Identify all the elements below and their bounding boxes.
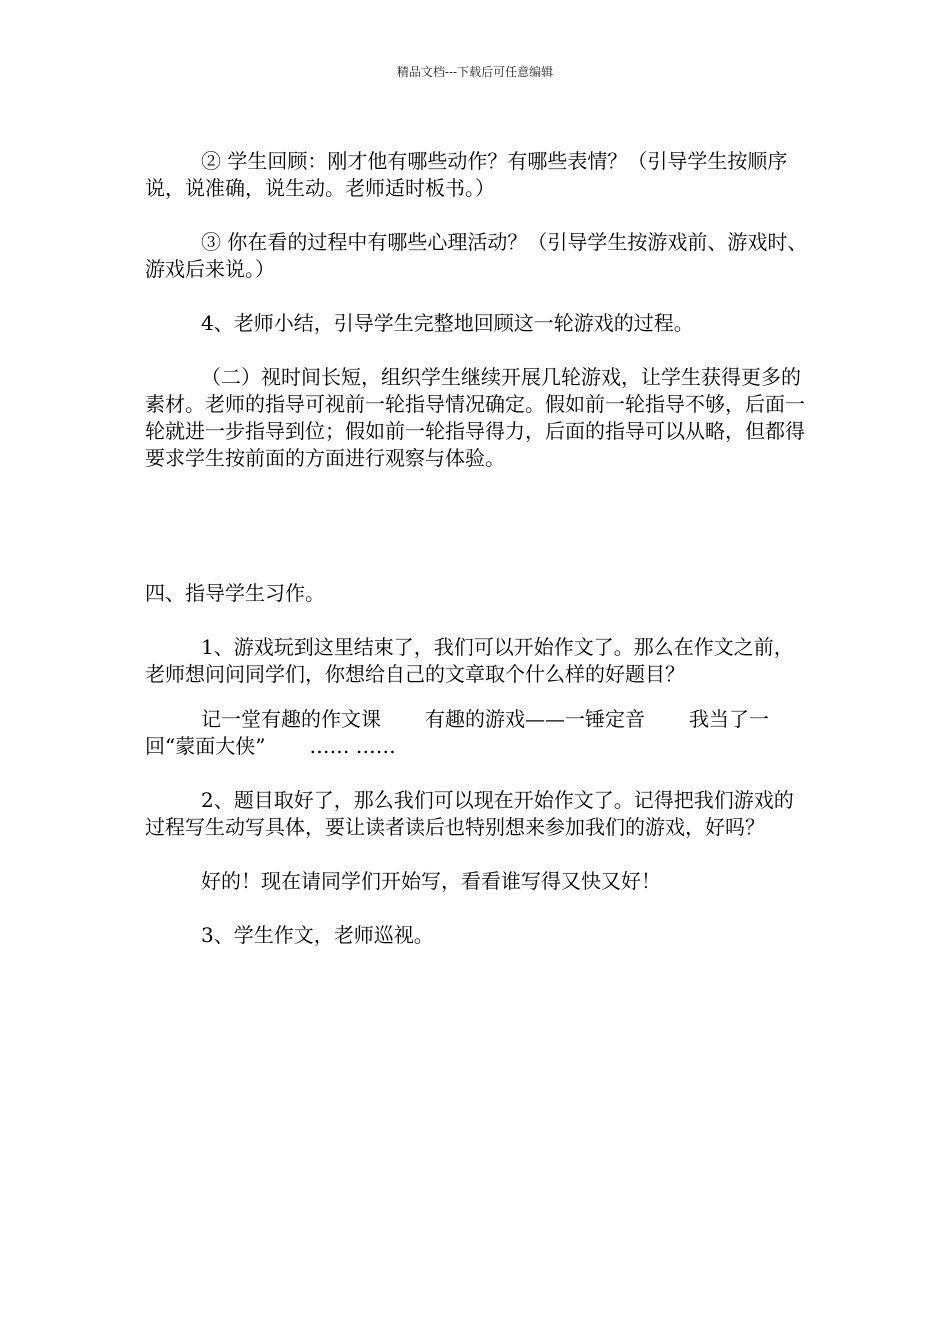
title-example-1: 记一堂有趣的作文课	[201, 707, 381, 731]
title-example-3: 我当了一回“蒙面大侠”	[145, 707, 769, 758]
title-examples	[145, 706, 813, 760]
section-heading: 四、指导学生习作。	[145, 581, 325, 605]
paragraph-encourage: 好的！现在请同学们开始写，看看谁写得又快又好！	[201, 869, 661, 893]
page-header: 精品文档---下载后可任意编辑	[396, 65, 554, 79]
paragraph-more-rounds: （二）视时间长短，组织学生继续开展几轮游戏，让学生获得更多的素材。老师的指导可视前一轮指导情况确定。假如前一轮指导不够，后面一轮就进一步指导到位；假如前一轮指导得力，后面的指导可以从略，但都得要求学生按前面的方面进行观察与体验。	[145, 365, 805, 470]
paragraph-teacher-summary: 4、老师小结，引导学生完整地回顾这一轮游戏的过程。	[201, 311, 694, 335]
paragraph-students-write: 3、学生作文，老师巡视。	[201, 923, 434, 947]
paragraph-student-review: ② 学生回顾：刚才他有哪些动作？有哪些表情？（引导学生按顺序说，说准确，说生动。老师适时板书。）	[145, 149, 788, 200]
paragraph-start-writing: 2、题目取好了，那么我们可以现在开始作文了。记得把我们游戏的过程写生动写具体，要让读者读后也特别想来参加我们的游戏，好吗？	[145, 788, 794, 839]
title-ellipsis: …… ……	[309, 734, 396, 758]
paragraph-choose-title: 1、游戏玩到这里结束了，我们可以开始作文了。那么在作文之前，老师想问问同学们，你想给自己的文章取个什么样的好题目？	[145, 635, 794, 686]
paragraph-mental-activity: ③ 你在看的过程中有哪些心理活动？（引导学生按游戏前、游戏时、游戏后来说。）	[145, 230, 808, 281]
title-example-2: 有趣的游戏——一锤定音	[425, 707, 645, 731]
document-body	[145, 148, 813, 949]
